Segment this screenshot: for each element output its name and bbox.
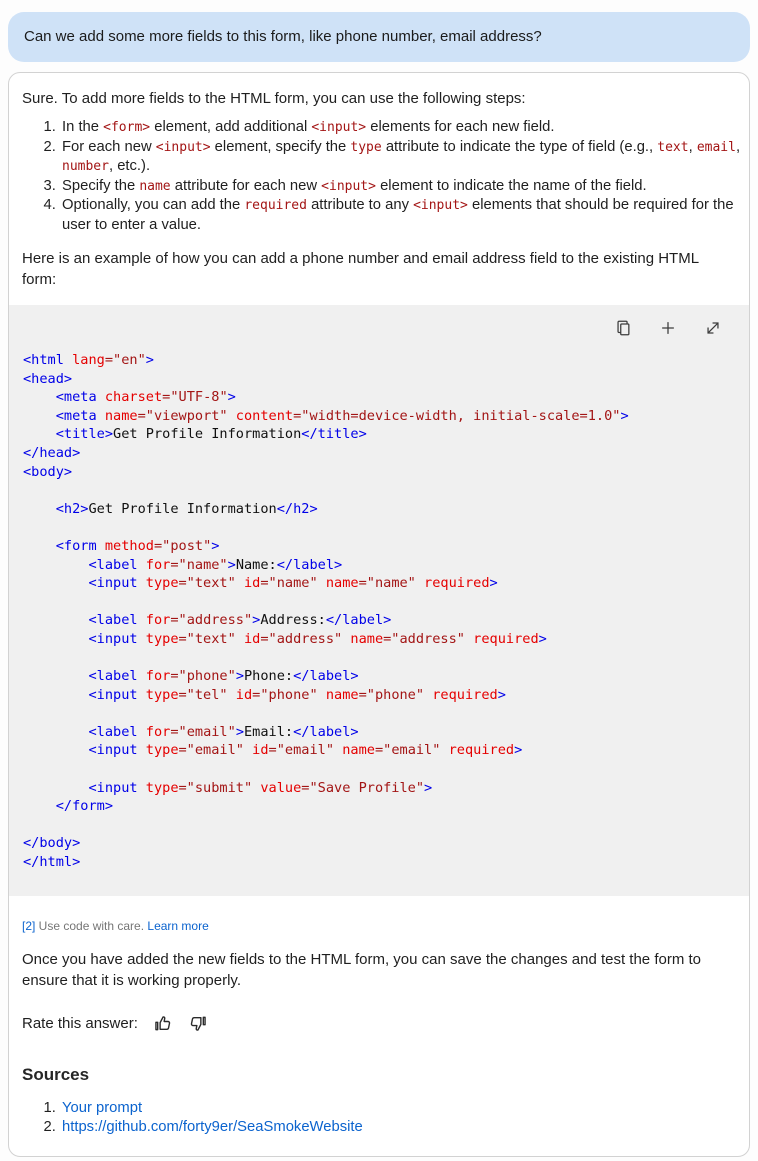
expand-icon <box>704 319 722 337</box>
code-line: <input type="text" id="address" name="address" required> <box>23 630 547 647</box>
inline-code: number <box>62 159 109 174</box>
code-footnote <box>9 919 749 934</box>
code-line: </body> <box>23 835 81 852</box>
example-lead-text: Here is an example of how you can add a phone number and email address field to the existing HTML form: <box>22 250 699 288</box>
code-line <box>23 704 735 723</box>
sources-list <box>9 1099 749 1138</box>
code-line: <input type="submit" value="Save Profile"> <box>23 779 433 796</box>
code-line: <meta name="viewport" content="width=device-width, initial-scale=1.0"> <box>23 407 629 424</box>
assistant-response-card <box>8 72 750 1157</box>
inline-code: <input> <box>311 120 367 135</box>
code-content <box>9 345 749 872</box>
code-line <box>23 760 735 779</box>
rate-row <box>9 1013 749 1035</box>
code-line: </form> <box>23 798 114 815</box>
inline-code: <form> <box>103 120 151 135</box>
code-line: <head> <box>23 370 73 387</box>
code-line: <html lang="en"> <box>23 352 154 368</box>
code-line <box>23 649 735 668</box>
thumbs-up-icon <box>152 1013 174 1034</box>
thumbs-up-button[interactable] <box>152 1013 174 1035</box>
step-item: 1. In the <form> element, add additional <input> elements for each new field. <box>60 118 749 138</box>
code-line: <form method="post"> <box>23 537 220 554</box>
code-line <box>23 593 735 612</box>
code-toolbar <box>9 305 749 345</box>
inline-code: name <box>139 178 171 194</box>
code-line: <meta charset="UTF-8"> <box>23 389 236 406</box>
inline-code: required <box>244 198 307 213</box>
intro-text: Sure. To add more fields to the HTML form, you can use the following steps: <box>22 90 526 107</box>
inline-code: <input> <box>155 139 211 155</box>
thumbs-down-button[interactable] <box>188 1013 210 1035</box>
sources-heading: Sources <box>22 1064 90 1084</box>
code-line <box>23 481 735 500</box>
code-line: </head> <box>23 444 81 461</box>
footnote-text: Use code with care. <box>35 918 148 933</box>
plus-icon <box>659 319 677 337</box>
learn-more-link[interactable]: Learn more <box>147 918 209 933</box>
source-link[interactable]: Your prompt <box>62 1099 143 1116</box>
code-line: <label for="phone">Phone:</label> <box>23 668 359 685</box>
inline-code: <input> <box>413 198 468 213</box>
step-item: 4. Optionally, you can add the required attribute to any <input> elements that should be required for the user to enter a value. <box>60 196 749 235</box>
user-message-bubble <box>8 12 750 62</box>
expand-button[interactable] <box>703 318 723 338</box>
code-line: <input type="tel" id="phone" name="phone" required> <box>23 686 506 703</box>
code-line: <label for="email">Email:</label> <box>23 723 359 740</box>
steps-list <box>9 118 749 235</box>
add-button[interactable] <box>658 318 678 338</box>
rate-label: Rate this answer: <box>22 1015 138 1033</box>
code-line <box>23 518 735 537</box>
code-line: <label for="name">Name:</label> <box>23 556 343 573</box>
inline-code: type <box>350 139 382 155</box>
inline-code: <input> <box>321 178 376 194</box>
source-item <box>60 1099 749 1119</box>
code-line: <input type="text" id="name" name="name" required> <box>23 575 498 592</box>
inline-code: email <box>696 139 736 155</box>
citation-ref[interactable]: [2] <box>22 918 36 933</box>
step-item: 3. Specify the name attribute for each new <input> element to indicate the name of the field. <box>60 177 749 197</box>
user-message-text: Can we add some more fields to this form, like phone number, email address? <box>24 28 542 45</box>
inline-code: text <box>657 139 689 155</box>
code-line: <title>Get Profile Information</title> <box>23 426 367 443</box>
rate-buttons <box>152 1013 210 1035</box>
closing-text: Once you have added the new fields to the HTML form, you can save the changes and test the form to ensure that it is working properly. <box>22 950 701 989</box>
code-line: <label for="address">Address:</label> <box>23 612 392 629</box>
thumbs-down-icon <box>188 1013 210 1034</box>
copy-button[interactable] <box>613 318 633 338</box>
code-line: </html> <box>23 854 81 871</box>
code-line: <h2>Get Profile Information</h2> <box>23 500 318 517</box>
code-line: <body> <box>23 463 73 480</box>
copy-icon <box>614 319 632 337</box>
code-block <box>9 305 749 896</box>
step-item: 2. For each new <input> element, specify the type attribute to indicate the type of field (e.g., text, email, number, etc.). <box>60 138 749 177</box>
code-line <box>23 816 735 835</box>
source-link[interactable]: https://github.com/forty9er/SeaSmokeWebsite <box>62 1119 363 1136</box>
code-line: <input type="email" id="email" name="email" required> <box>23 742 523 759</box>
source-item <box>60 1118 749 1138</box>
